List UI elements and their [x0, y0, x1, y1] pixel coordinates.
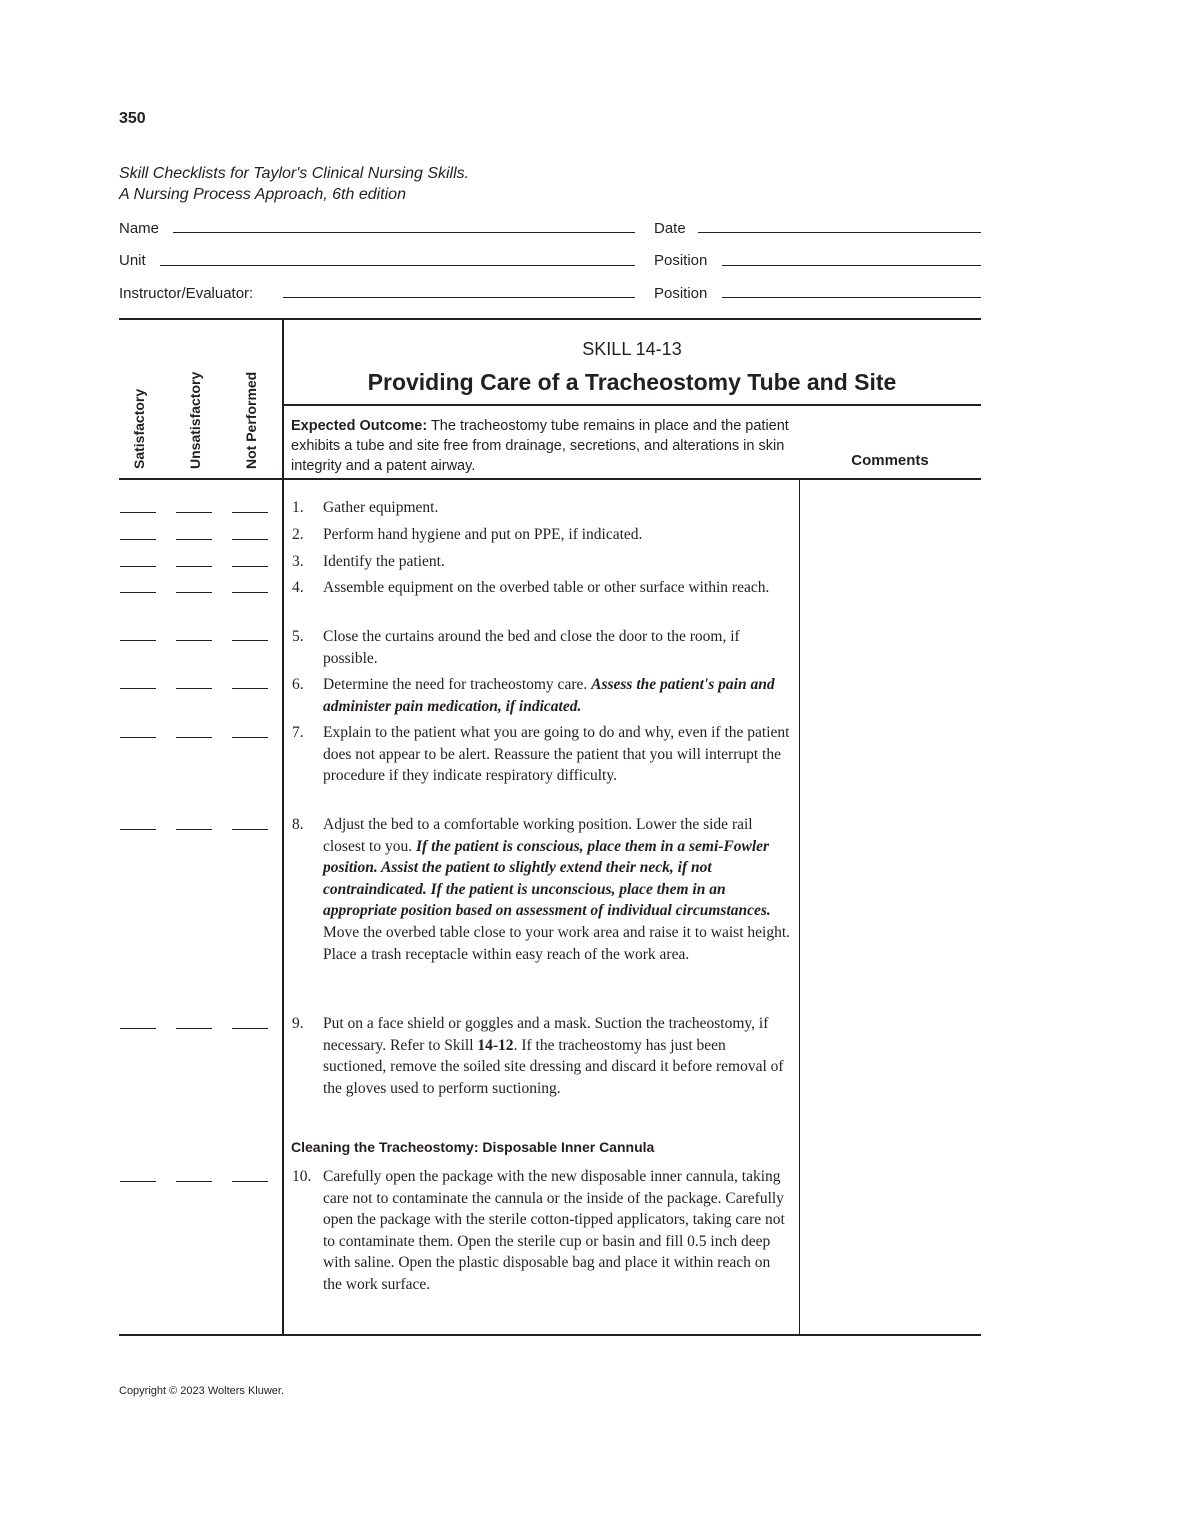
- satisfactory-blank[interactable]: [120, 592, 156, 593]
- step-text: Perform hand hygiene and put on PPE, if indicated.: [323, 526, 643, 543]
- not-performed-blank[interactable]: [232, 688, 268, 689]
- step-number: 3.: [292, 553, 304, 570]
- step-emphasis: If the patient is conscious, place them in a semi-Fowler position. Assist the patient to slightly extend their neck, if not contraindicated. If the patient is unconscious, place them in an appropriate position based on assessment of individual circumstances.: [323, 837, 771, 920]
- expected-outcome-label: Expected Outcome:: [291, 418, 428, 434]
- header-bottom-rule: [119, 478, 981, 480]
- step-6: [292, 674, 792, 717]
- step-number: 8.: [292, 816, 304, 833]
- step-text: Gather equipment.: [323, 499, 439, 516]
- step-text: Close the curtains around the bed and close the door to the room, if possible.: [323, 628, 740, 667]
- expected-outcome: [291, 416, 791, 476]
- satisfactory-blank[interactable]: [120, 566, 156, 567]
- not-performed-header: Not Performed: [243, 371, 259, 469]
- step-10: [292, 1166, 792, 1296]
- unsatisfactory-blank[interactable]: [176, 1028, 212, 1029]
- book-title-line-1: Skill Checklists for Taylor's Clinical Nursing Skills.: [119, 165, 470, 182]
- instructor-label: Instructor/Evaluator:: [119, 285, 254, 302]
- not-performed-blank[interactable]: [232, 512, 268, 513]
- position-field-line-1[interactable]: [722, 265, 981, 266]
- step-text: Assemble equipment on the overbed table or other surface within reach.: [323, 579, 770, 596]
- unsatisfactory-header: Unsatisfactory: [187, 371, 203, 469]
- satisfactory-blank[interactable]: [120, 829, 156, 830]
- satisfactory-blank[interactable]: [120, 640, 156, 641]
- step-3: [292, 551, 792, 573]
- step-number: 6.: [292, 676, 304, 693]
- book-title-line-2: A Nursing Process Approach, 6th edition: [119, 186, 406, 203]
- unsatisfactory-blank[interactable]: [176, 512, 212, 513]
- position-label-2: Position: [654, 285, 708, 302]
- page-number: 350: [119, 110, 146, 127]
- satisfactory-header: Satisfactory: [131, 388, 147, 469]
- step-number: 9.: [292, 1015, 304, 1032]
- name-label: Name: [119, 220, 160, 237]
- not-performed-blank[interactable]: [232, 640, 268, 641]
- name-field-line[interactable]: [173, 232, 635, 233]
- step-number: 7.: [292, 724, 304, 741]
- step-text-tail: Move the overbed table close to your work area and raise it to waist height. Place a trash receptacle within easy reach of the work area.: [323, 923, 791, 963]
- title-underline: [283, 404, 981, 406]
- unit-field-line[interactable]: [160, 265, 635, 266]
- step-9: [292, 1013, 792, 1099]
- step-7: [292, 722, 792, 787]
- step-number: 2.: [292, 526, 304, 543]
- step-2: [292, 524, 792, 546]
- table-bottom-rule: [119, 1334, 981, 1336]
- date-label: Date: [654, 220, 686, 237]
- satisfactory-blank[interactable]: [120, 1028, 156, 1029]
- step-number: 5.: [292, 628, 304, 645]
- not-performed-blank[interactable]: [232, 1028, 268, 1029]
- step-text: Explain to the patient what you are going to do and why, even if the patient does not appear to be alert. Reassure the patient that you will interrupt the procedure if they indicate respiratory difficulty.: [323, 724, 790, 785]
- table-divider-left: [282, 319, 284, 1335]
- copyright: Copyright © 2023 Wolters Kluwer.: [119, 1385, 285, 1397]
- comments-header: Comments: [851, 452, 929, 469]
- position-label-1: Position: [654, 252, 708, 269]
- unsatisfactory-blank[interactable]: [176, 688, 212, 689]
- step-8: [292, 814, 792, 965]
- not-performed-blank[interactable]: [232, 592, 268, 593]
- satisfactory-blank[interactable]: [120, 688, 156, 689]
- position-field-line-2[interactable]: [722, 297, 981, 298]
- table-top-rule: [119, 318, 981, 320]
- step-text-tail: . If the tracheostomy has just been suctioned, remove the soiled site dressing and discard it before removal of the gloves used to perform suctioning.: [323, 1036, 784, 1097]
- step-4: [292, 577, 792, 599]
- unsatisfactory-blank[interactable]: [176, 539, 212, 540]
- step-skill-ref: 14-12: [477, 1036, 514, 1054]
- step-text: Identify the patient.: [323, 553, 445, 570]
- skill-number: SKILL 14-13: [582, 339, 682, 359]
- expected-outcome-text: The tracheostomy tube remains in place and the patient exhibits a tube and site free from drainage, secretions, and alterations in skin integrity and a patent airway.: [291, 418, 789, 474]
- comments-divider: [799, 479, 800, 1335]
- unsatisfactory-blank[interactable]: [176, 1181, 212, 1182]
- not-performed-blank[interactable]: [232, 1181, 268, 1182]
- unsatisfactory-blank[interactable]: [176, 737, 212, 738]
- step-number: 1.: [292, 499, 304, 516]
- unsatisfactory-blank[interactable]: [176, 592, 212, 593]
- step-text: Adjust the bed to a comfortable working position. Lower the side rail closest to you.: [323, 816, 753, 855]
- step-number: 4.: [292, 579, 304, 596]
- step-emphasis: Assess the patient's pain and administer pain medication, if indicated.: [323, 676, 775, 715]
- step-5: [292, 626, 792, 669]
- satisfactory-blank[interactable]: [120, 737, 156, 738]
- satisfactory-blank[interactable]: [120, 512, 156, 513]
- step-number: 10.: [292, 1168, 312, 1185]
- satisfactory-blank[interactable]: [120, 1181, 156, 1182]
- step-1: [292, 497, 792, 519]
- instructor-field-line[interactable]: [283, 297, 635, 298]
- skill-title: Providing Care of a Tracheostomy Tube and Site: [367, 369, 897, 395]
- unsatisfactory-blank[interactable]: [176, 566, 212, 567]
- step-text: Carefully open the package with the new disposable inner cannula, taking care not to contaminate the cannula or the inside of the package. Carefully open the package with the sterile cotton-tipped applicators, taking care not to contaminate them. Open the sterile cup or basin and fill 0.5 inch deep with saline. Open the plastic disposable bag and place it within reach on the work surface.: [323, 1168, 785, 1293]
- satisfactory-blank[interactable]: [120, 539, 156, 540]
- not-performed-blank[interactable]: [232, 737, 268, 738]
- step-text: Determine the need for tracheostomy care.: [323, 676, 588, 693]
- not-performed-blank[interactable]: [232, 829, 268, 830]
- unit-label: Unit: [119, 252, 146, 269]
- not-performed-blank[interactable]: [232, 539, 268, 540]
- unsatisfactory-blank[interactable]: [176, 829, 212, 830]
- section-heading: Cleaning the Tracheostomy: Disposable Inner Cannula: [291, 1139, 655, 1155]
- not-performed-blank[interactable]: [232, 566, 268, 567]
- date-field-line[interactable]: [698, 232, 981, 233]
- step-text: Put on a face shield or goggles and a mask. Suction the tracheostomy, if necessary. Refer to Skill: [323, 1015, 769, 1054]
- unsatisfactory-blank[interactable]: [176, 640, 212, 641]
